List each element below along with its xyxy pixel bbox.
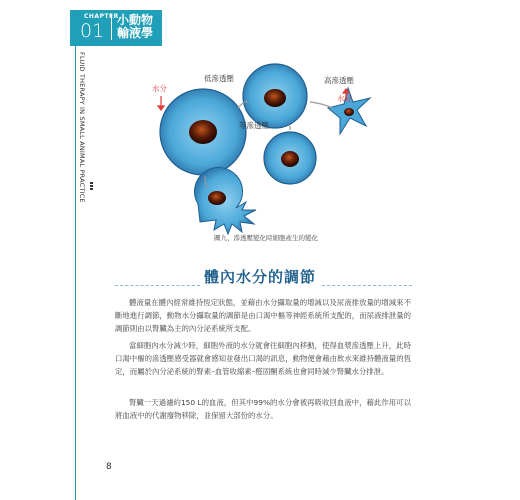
side-mark-icon [90, 182, 93, 193]
chapter-number: 01 [80, 20, 105, 42]
paragraph-2: 當細胞內水分減少時，細胞外液的水分就會往細胞內移動，使得血漿滲透壓上升，此時口渴中樞的滲透壓感受器就會感知並發出口渴的訊息，動物便會藉由飲水來維持體液量的恆定，而屬於內分泌系統的腎素–血管收縮素–醛固酮系統也會同時減少腎臟水分排泄。 [115, 341, 411, 376]
normal-cell-icon [243, 64, 307, 128]
chapter-label: CHAPTER [84, 13, 119, 20]
burst-cell-icon [195, 168, 256, 234]
water-label-left: 水分 [152, 84, 167, 93]
label-hypotonic: 低滲透壓 [204, 74, 234, 83]
book-side-title: FLUID THERAPY IN SMALL ANIMAL PRACTICE [78, 52, 86, 203]
label-hypertonic: 高滲透壓 [324, 76, 354, 85]
title-rule-right [322, 285, 412, 286]
figure-caption: 圖九、滲透壓變化時細胞產生的變化 [214, 234, 318, 242]
water-label-right: 水分 [337, 94, 352, 103]
section-title: 體內水分的調節 [203, 268, 316, 286]
osmotic-cell-figure [150, 56, 380, 236]
page-number: 8 [106, 462, 112, 472]
paragraph-3: 腎臟一天過濾約150 L的血液，但其中99%的水分會被再吸收回血液中，藉此作用可以將血液中的代謝廢物移除，並保留大部份的水分。 [115, 398, 411, 420]
paragraph-1: 體液量在體內經常維持恆定狀態，並藉由水分攝取量的增減以及尿液排放量的增減來不斷地進行調節，動物水分攝取量的調節是由口渴中樞等神經系統所支配的，而尿液排泄量的調節則由以腎臟為主的內分泌系統所支配。 [115, 298, 411, 333]
isotonic-cell-icon [264, 132, 316, 184]
swollen-cell-icon [160, 89, 246, 175]
label-isotonic: 等滲透壓 [239, 121, 269, 130]
chapter-title: 小動物輸液學 [111, 14, 161, 40]
